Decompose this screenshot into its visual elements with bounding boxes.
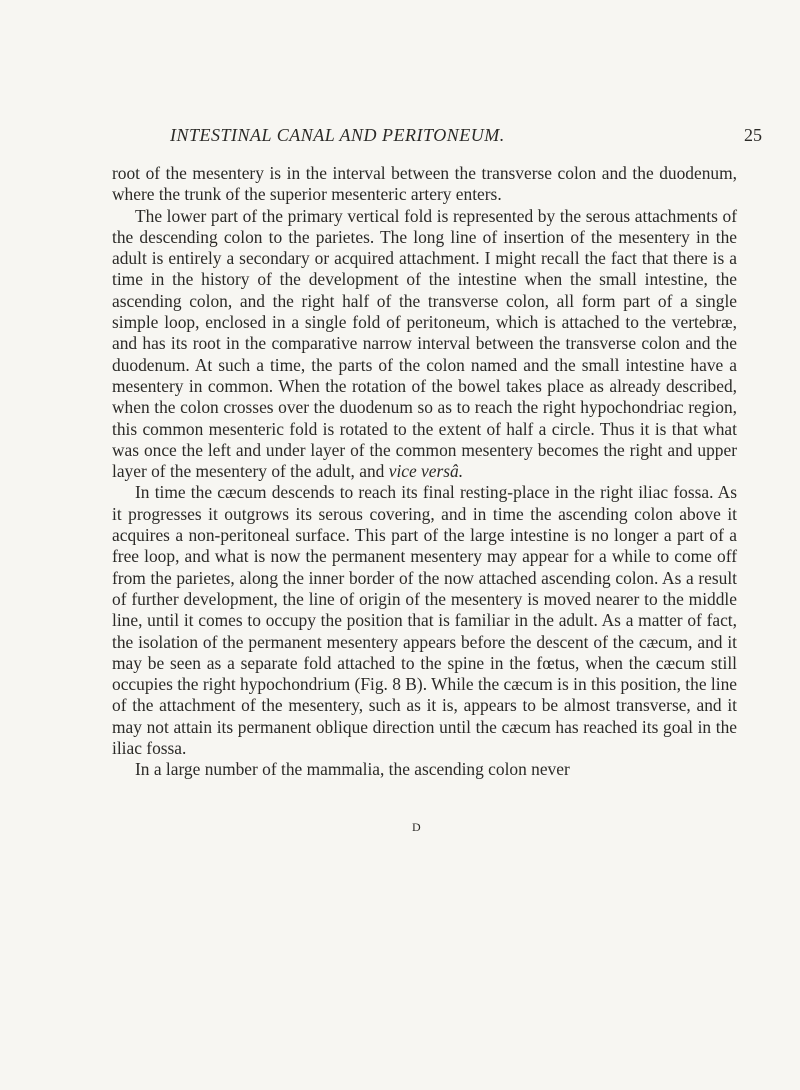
running-head-title: INTESTINAL CANAL AND PERITONEUM. bbox=[170, 125, 505, 145]
paragraph: In time the cæcum descends to reach its final resting-place in the right iliac fossa. As it progresses it outgrows its serous covering, and in time the ascending colon above it acquires a non-peritoneal surface. This part of the large intestine is no longer a part of a free loop, and what is now the permanent mesentery may appear for a while to come off from the parietes, along the inner border of the now attached ascending colon. As a result of further development, the line of origin of the mesentery is moved nearer to the middle line, until it comes to occupy the position that is familiar in the adult. As a matter of fact, the isolation of the permanent mesentery appears before the descent of the cæcum, and it may be seen as a separate fold attached to the spine in the fœtus, when the cæcum still occupies the right hypochondrium (Fig. 8 B). While the cæcum is in this position, the line of the attachment of the mesentery, such as it is, appears to be almost transverse, and it may not attain its permanent oblique direction until the cæcum has reached its goal in the iliac fossa. bbox=[112, 482, 737, 759]
body-text bbox=[112, 163, 737, 781]
paragraph-continuation: root of the mesentery is in the interval between the transverse colon and the duodenum, where the trunk of the superior mesenteric artery enters. bbox=[112, 163, 737, 205]
italic-phrase: vice versâ. bbox=[388, 461, 464, 482]
signature-mark: D bbox=[412, 820, 422, 834]
paragraph bbox=[112, 206, 737, 483]
page-number: 25 bbox=[744, 125, 762, 145]
paragraph: In a large number of the mammalia, the ascending colon never bbox=[135, 759, 570, 780]
paragraph-text: The lower part of the primary vertical fold is represented by the serous attachments of the descending colon to the parietes. The long line of insertion of the mesentery in the adult is entirely a secondary or acquired attachment. I might recall the fact that there is a time in the history of the development of the intestine when the small intestine, the ascending colon, and the right half of the transverse colon, all form part of a single simple loop, enclosed in a single fold of peritoneum, which is attached to the vertebræ, and has its root in the comparative narrow interval between the transverse colon and the duodenum. At such a time, the parts of the colon named and the small intestine have a mesentery in common. When the rotation of the bowel takes place as already described, when the colon crosses over the duodenum so as to reach the right hypochondriac region, this common mesenteric fold is rotated to the extent of half a circle. Thus it is that what was once the left and under layer of the common mesentery becomes the right and upper layer of the mesentery of the adult, and bbox=[112, 205, 737, 482]
